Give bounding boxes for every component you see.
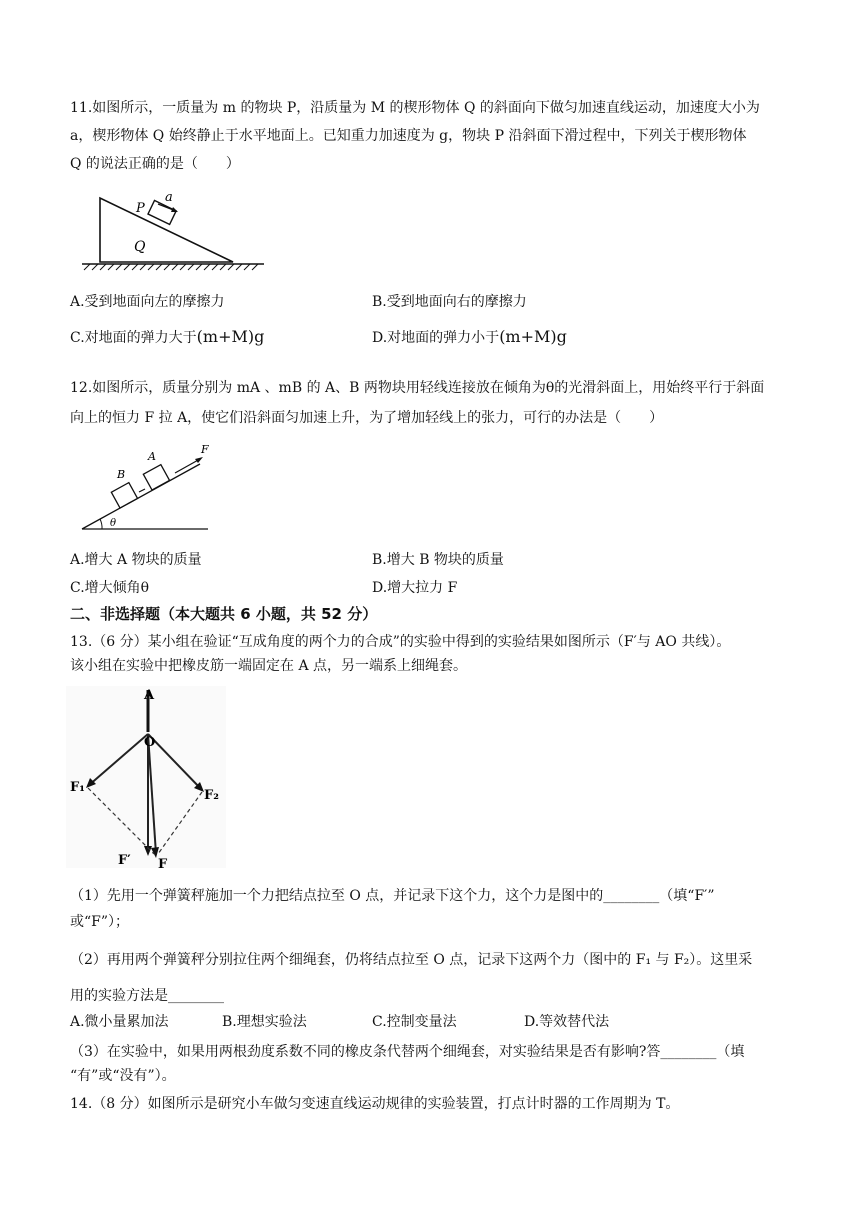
connecting-string <box>139 489 145 492</box>
q11-option-c-formula: (m+M)g <box>196 327 265 346</box>
q12-option-b: B.增大 B 物块的质量 <box>372 552 504 568</box>
q11-option-d-text: D.对地面的弹力小于 <box>372 330 500 346</box>
q13-part2-line-2: 用的实验方法是________ <box>70 988 224 1004</box>
q12-stem-line-1: 12.如图所示，质量分别为 mA 、mB 的 A、B 两物块用轻线连接放在倾角为θ的光滑斜面上，用始终平行于斜面 <box>70 380 765 396</box>
q11-option-d <box>372 327 567 348</box>
q13-part2-line-1: （2）再用两个弹簧秤分别拉住两个细绳套，仍将结点拉至 O 点，记录下这两个力（图中的 F₁ 与 F₂）。这里采 <box>70 952 753 968</box>
q13-part1-line-2: 或“F”）； <box>70 914 130 930</box>
q11-option-c <box>70 327 264 348</box>
q11-stem-line-3: Q 的说法正确的是（ ） <box>70 156 240 172</box>
label-p: P <box>136 201 145 216</box>
label-a: A <box>144 688 155 703</box>
q11-option-b: B.受到地面向右的摩擦力 <box>372 294 527 310</box>
q13-option-d: D.等效替代法 <box>524 1014 610 1030</box>
label-f1: F₁ <box>70 780 85 795</box>
q12-incline-figure <box>80 440 212 532</box>
q13-part3-line-1: （3）在实验中，如果用两根劲度系数不同的橡皮条代替两个细绳套，对实验结果是否有影响?答________（填 <box>70 1044 745 1060</box>
q13-stem-line-1: 13.（6 分）某小组在验证“互成角度的两个力的合成”的实验中得到的实验结果如图所示（F′与 AO 共线）。 <box>70 634 731 650</box>
q12-stem-line-2: 向上的恒力 F 拉 A，使它们沿斜面匀加速上升，为了增加轻线上的张力，可行的办法是（ ） <box>70 410 664 426</box>
q13-part3-line-2: “有”或“没有”）。 <box>70 1068 176 1084</box>
block-a <box>143 465 169 490</box>
label-o: O <box>144 735 156 750</box>
q13-option-a: A.微小量累加法 <box>70 1014 169 1030</box>
q11-option-c-text: C.对地面的弹力大于 <box>70 330 197 346</box>
label-theta: θ <box>110 518 117 529</box>
q12-option-c: C.增大倾角θ <box>70 580 150 596</box>
section-2-heading: 二、非选择题（本大题共 6 小题，共 52 分） <box>70 605 378 623</box>
q14-stem-line-1: 14.（8 分）如图所示是研究小车做匀变速直线运动规律的实验装置，打点计时器的工作周期为 T。 <box>70 1096 680 1112</box>
q11-stem-line-1: 11.如图所示，一质量为 m 的物块 P，沿质量为 M 的楔形物体 Q 的斜面向下做匀加速直线运动，加速度大小为 <box>70 100 760 116</box>
q13-part1-line-1: （1）先用一个弹簧秤施加一个力把结点拉至 O 点，并记录下这个力，这个力是图中的________（填“F′” <box>70 888 715 904</box>
label-a: a <box>165 190 173 205</box>
q11-option-d-formula: (m+M)g <box>499 327 567 346</box>
block-b <box>111 483 137 508</box>
label-b: B <box>117 468 126 481</box>
ground-hatch <box>84 264 258 270</box>
label-f: F <box>158 857 168 868</box>
q13-option-b: B.理想实验法 <box>222 1014 307 1030</box>
q11-wedge-figure <box>78 190 268 272</box>
label-a: A <box>148 450 156 463</box>
theta-arc <box>100 519 102 529</box>
q11-option-a: A.受到地面向左的摩擦力 <box>70 294 225 310</box>
q13-stem-line-2: 该小组在实验中把橡皮筋一端固定在 A 点，另一端系上细绳套。 <box>70 658 468 674</box>
label-fprime: F′ <box>118 853 131 868</box>
label-f: F <box>201 443 209 456</box>
q12-option-a: A.增大 A 物块的质量 <box>70 552 202 568</box>
label-f2: F₂ <box>204 788 219 803</box>
label-q: Q <box>134 239 146 255</box>
q13-force-figure <box>66 686 226 868</box>
q11-stem-line-2: a，楔形物体 Q 始终静止于水平地面上。已知重力加速度为 g，物块 P 沿斜面下滑过程中，下列关于楔形物体 <box>70 128 747 144</box>
q13-option-c: C.控制变量法 <box>372 1014 457 1030</box>
q12-option-d: D.增大拉力 F <box>372 580 458 596</box>
